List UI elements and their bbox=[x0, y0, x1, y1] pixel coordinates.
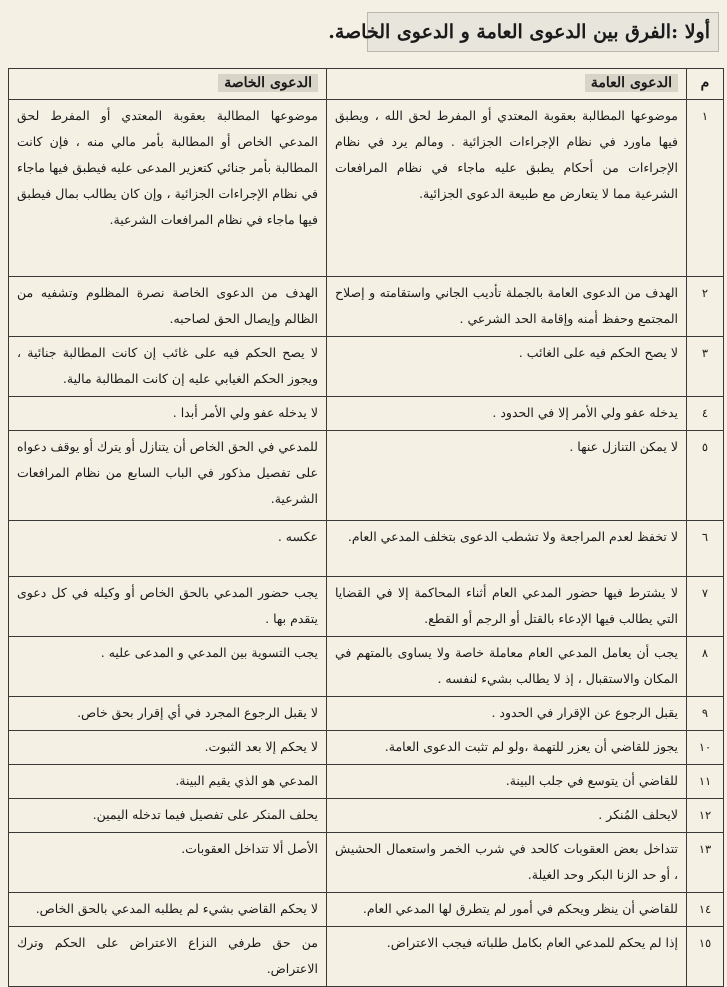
header-number: م bbox=[687, 69, 724, 100]
header-general-label: الدعوى العامة bbox=[585, 74, 678, 92]
table-row bbox=[9, 397, 724, 431]
row-number: ١ bbox=[687, 100, 724, 277]
general-lawsuit-cell: لا يشترط فيها حضور المدعي العام أثناء المحاكمة إلا في القضايا التي يطالب فيها الإدعاء بالقتل أو الرجم أو القطع. bbox=[327, 577, 687, 637]
special-lawsuit-cell: عكسه . bbox=[9, 521, 327, 577]
table-row bbox=[9, 277, 724, 337]
special-lawsuit-cell: من حق طرفي النزاع الاعتراض على الحكم وترك الاعتراض. bbox=[9, 927, 327, 987]
special-lawsuit-cell: لا يقبل الرجوع المجرد في أي إقرار بحق خاص. bbox=[9, 697, 327, 731]
header-special-label: الدعوى الخاصة bbox=[218, 74, 318, 92]
general-lawsuit-cell: لا يمكن التنازل عنها . bbox=[327, 431, 687, 521]
row-number: ٧ bbox=[687, 577, 724, 637]
table-row bbox=[9, 927, 724, 987]
general-lawsuit-cell: لايحلف المُنكر . bbox=[327, 799, 687, 833]
row-number: ٨ bbox=[687, 637, 724, 697]
table-row bbox=[9, 577, 724, 637]
row-number: ٩ bbox=[687, 697, 724, 731]
general-lawsuit-cell: يجوز للقاضي أن يعزر للتهمة ،ولو لم تثبت الدعوى العامة. bbox=[327, 731, 687, 765]
special-lawsuit-cell: للمدعي في الحق الخاص أن يتنازل أو يترك أو يوقف دعواه على تفصيل مذكور في الباب السابع من نظام المرافعات الشرعية. bbox=[9, 431, 327, 521]
general-lawsuit-cell: يجب أن يعامل المدعي العام معاملة خاصة ولا يساوى بالمتهم في المكان والاستقبال ، إذ لا يطالب بشيء لنفسه . bbox=[327, 637, 687, 697]
header-special-lawsuit bbox=[9, 69, 327, 100]
general-lawsuit-cell: يدخله عفو ولي الأمر إلا في الحدود . bbox=[327, 397, 687, 431]
table-row bbox=[9, 893, 724, 927]
special-lawsuit-cell: يجب حضور المدعي بالحق الخاص أو وكيله في كل دعوى يتقدم بها . bbox=[9, 577, 327, 637]
table-header-row bbox=[9, 69, 724, 100]
row-number: ١٥ bbox=[687, 927, 724, 987]
general-lawsuit-cell: الهدف من الدعوى العامة بالجملة تأديب الجاني واستقامته و إصلاح المجتمع وحفظ أمنه وإقامة الحد الشرعي . bbox=[327, 277, 687, 337]
table-row bbox=[9, 431, 724, 521]
special-lawsuit-cell: يجب التسوية بين المدعي و المدعى عليه . bbox=[9, 637, 327, 697]
general-lawsuit-cell: تتداخل بعض العقوبات كالحد في شرب الخمر واستعمال الحشيش ، أو حد الزنا البكر وحد الغيلة. bbox=[327, 833, 687, 893]
row-number: ١٤ bbox=[687, 893, 724, 927]
general-lawsuit-cell: إذا لم يحكم للمدعي العام بكامل طلباته فيجب الاعتراض. bbox=[327, 927, 687, 987]
header-general-lawsuit bbox=[327, 69, 687, 100]
general-lawsuit-cell: للقاضي أن ينظر ويحكم في أمور لم يتطرق لها المدعي العام. bbox=[327, 893, 687, 927]
table-row bbox=[9, 100, 724, 277]
general-lawsuit-cell: يقبل الرجوع عن الإقرار في الحدود . bbox=[327, 697, 687, 731]
comparison-table bbox=[8, 68, 724, 987]
table-row bbox=[9, 765, 724, 799]
table-row bbox=[9, 521, 724, 577]
table-row bbox=[9, 637, 724, 697]
general-lawsuit-cell: لا يصح الحكم فيه على الغائب . bbox=[327, 337, 687, 397]
table-row bbox=[9, 799, 724, 833]
special-lawsuit-cell: موضوعها المطالبة بعقوبة المعتدي أو المفرط لحق المدعي الخاص أو المطالبة بأمر مالي منه ، فإن كانت المطالبة بأمر جنائي كتعزير المدعى عليه فيطبق فيها ماجاء في نظام الإجراءات الجزائية ، وإن كان يطالب بمال فيطبق فيها ماجاء في نظام المرافعات الشرعية. bbox=[9, 100, 327, 277]
general-lawsuit-cell: موضوعها المطالبة بعقوبة المعتدي أو المفرط لحق الله ، ويطبق فيها ماورد في نظام الإجراءات الجزائية . ومالم يرد في نظام الإجراءات من أحكام يطبق عليه ماجاء في نظام المرافعات الشرعية مما لا يتعارض مع طبيعة الدعوى الجزائية. bbox=[327, 100, 687, 277]
special-lawsuit-cell: لا يصح الحكم فيه على غائب إن كانت المطالبة جنائية ، ويجوز الحكم الغيابي عليه إن كانت المطالبة مالية. bbox=[9, 337, 327, 397]
special-lawsuit-cell: يحلف المنكر على تفصيل فيما تدخله اليمين. bbox=[9, 799, 327, 833]
row-number: ١٠ bbox=[687, 731, 724, 765]
row-number: ٦ bbox=[687, 521, 724, 577]
general-lawsuit-cell: لا تخفظ لعدم المراجعة ولا تشطب الدعوى بتخلف المدعي العام. bbox=[327, 521, 687, 577]
special-lawsuit-cell: لا يدخله عفو ولي الأمر أبدا . bbox=[9, 397, 327, 431]
row-number: ٣ bbox=[687, 337, 724, 397]
special-lawsuit-cell: المدعي هو الذي يقيم البينة. bbox=[9, 765, 327, 799]
table-row bbox=[9, 697, 724, 731]
row-number: ٥ bbox=[687, 431, 724, 521]
row-number: ١١ bbox=[687, 765, 724, 799]
special-lawsuit-cell: الأصل ألا تتداخل العقوبات. bbox=[9, 833, 327, 893]
special-lawsuit-cell: لا يحكم إلا بعد الثبوت. bbox=[9, 731, 327, 765]
row-number: ١٢ bbox=[687, 799, 724, 833]
special-lawsuit-cell: الهدف من الدعوى الخاصة نصرة المظلوم وتشفيه من الظالم وإيصال الحق لصاحبه. bbox=[9, 277, 327, 337]
table-row bbox=[9, 337, 724, 397]
special-lawsuit-cell: لا يحكم القاضي بشيء لم يطلبه المدعي بالحق الخاص. bbox=[9, 893, 327, 927]
row-number: ٢ bbox=[687, 277, 724, 337]
section-title: أولا :الفرق بين الدعوى العامة و الدعوى الخاصة. bbox=[367, 12, 719, 52]
row-number: ١٣ bbox=[687, 833, 724, 893]
general-lawsuit-cell: للقاضي أن يتوسع في جلب البينة. bbox=[327, 765, 687, 799]
table-row bbox=[9, 731, 724, 765]
row-number: ٤ bbox=[687, 397, 724, 431]
table-row bbox=[9, 833, 724, 893]
